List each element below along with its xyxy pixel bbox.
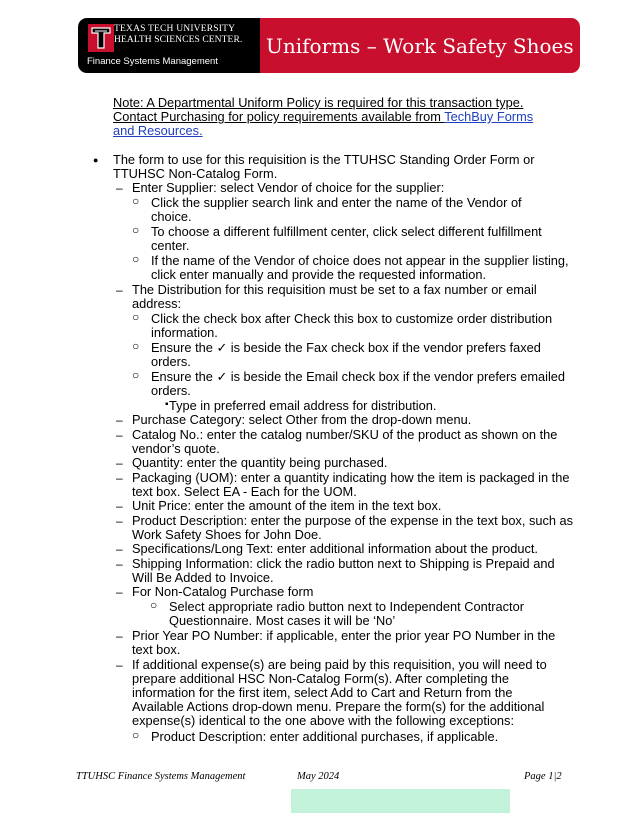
list-item: Questionnaire. Most cases it will be ‘No’	[169, 613, 396, 628]
list-item: Available Actions drop-down menu. Prepare the form(s) for the additional	[132, 699, 545, 714]
list-item: Product Description: enter the purpose of the expense in the text box, such as	[132, 513, 574, 528]
list-item: Specifications/Long Text: enter additional information about the product.	[132, 541, 538, 556]
list-item: Packaging (UOM): enter a quantity indicating how the item is packaged in the	[132, 470, 570, 485]
circle-bullet: ○	[150, 598, 158, 612]
dash-bullet: –	[116, 514, 123, 528]
dash-bullet: –	[116, 585, 123, 599]
list-item: Purchase Category: select Other from the drop-down menu.	[132, 412, 472, 427]
list-item: If additional expense(s) are being paid by this requisition, you will need to	[132, 657, 547, 672]
dash-bullet: –	[116, 499, 123, 513]
header-banner	[78, 18, 580, 73]
dash-bullet: –	[116, 456, 123, 470]
list-item: Click the supplier search link and enter the name of the Vendor of	[151, 195, 522, 210]
header-logo-block	[78, 18, 260, 73]
circle-bullet: ○	[132, 194, 140, 208]
list-item: Shipping Information: click the radio button next to Shipping is Prepaid and	[132, 556, 555, 571]
dash-bullet: –	[116, 181, 123, 195]
list-item: text box.	[132, 642, 181, 657]
list-item: choice.	[151, 209, 192, 224]
university-name-line1: TEXAS TECH UNIVERSITY	[114, 24, 236, 34]
list-item: Prior Year PO Number: if applicable, enter the prior year PO Number in the	[132, 628, 556, 643]
footer-date: May 2024	[297, 771, 340, 782]
list-item: information.	[151, 325, 218, 340]
note-line-3	[113, 123, 203, 138]
list-item: Select appropriate radio button next to Independent Contractor	[169, 599, 524, 614]
list-item: click enter manually and provide the requested information.	[151, 267, 487, 282]
list-item: The form to use for this requisition is the TTUHSC Standing Order Form or	[113, 152, 535, 167]
page-title: Uniforms – Work Safety Shoes	[266, 33, 574, 58]
dash-bullet: –	[116, 283, 123, 297]
list-item: Product Description: enter additional purchases, if applicable.	[151, 729, 499, 744]
dash-bullet: –	[116, 471, 123, 485]
department-name: Finance Systems Management	[87, 56, 218, 67]
techbuy-forms-link[interactable]: TechBuy Forms	[444, 109, 534, 124]
note-text: : A Departmental Uniform Policy is required for this transaction type.	[140, 95, 524, 110]
footer-department: TTUHSC Finance Systems Management	[76, 771, 246, 782]
list-item: TTUHSC Non-Catalog Form.	[113, 166, 278, 181]
circle-bullet: ○	[132, 310, 140, 324]
list-item: address:	[132, 296, 182, 311]
list-item: Work Safety Shoes for John Doe.	[132, 527, 322, 542]
dash-bullet: –	[116, 658, 123, 672]
circle-bullet: ○	[132, 223, 140, 237]
circle-bullet: ○	[132, 339, 140, 353]
list-item: Click the check box after Check this box to customize order distribution	[151, 311, 553, 326]
list-item: Unit Price: enter the amount of the item in the text box.	[132, 498, 442, 513]
circle-bullet: ○	[132, 252, 140, 266]
list-item: Enter Supplier: select Vendor of choice for the supplier:	[132, 180, 445, 195]
list-item: Will Be Added to Invoice.	[132, 570, 274, 585]
note-line-1	[113, 95, 523, 110]
list-item: For Non-Catalog Purchase form	[132, 584, 314, 599]
highlight-box	[291, 789, 510, 813]
circle-bullet: ○	[132, 368, 140, 382]
note-label: Note	[113, 95, 141, 110]
note-line-2	[113, 109, 533, 124]
list-item: Ensure the ✓ is beside the Email check box if the vendor prefers emailed	[151, 369, 566, 384]
footer-page-number: Page 1|2	[524, 771, 562, 782]
list-item: To choose a different fulfillment center, click select different fulfillment	[151, 224, 542, 239]
techbuy-forms-link-continued[interactable]: and Resources.	[113, 123, 203, 138]
double-t-logo-icon	[88, 24, 114, 52]
list-item: If the name of the Vendor of choice does not appear in the supplier listing,	[151, 253, 569, 268]
dash-bullet: –	[116, 542, 123, 556]
list-item: The Distribution for this requisition must be set to a fax number or email	[132, 282, 537, 297]
dash-bullet: –	[116, 629, 123, 643]
list-item: orders.	[151, 354, 191, 369]
header-title-block	[260, 18, 580, 73]
disc-bullet: ●	[93, 155, 99, 165]
list-item: prepare additional HSC Non-Catalog Form(s). After completing the	[132, 671, 509, 686]
university-name-line2: HEALTH SCIENCES CENTER.	[114, 35, 243, 45]
list-item: Type in preferred email address for distribution.	[169, 398, 437, 413]
list-item: information for the first item, select Add to Cart and Return from the	[132, 685, 513, 700]
square-bullet: ▪	[165, 399, 169, 410]
list-item: vendor’s quote.	[132, 441, 220, 456]
circle-bullet: ○	[132, 728, 140, 742]
list-item: expense(s) identical to the one above with the following exceptions:	[132, 713, 515, 728]
dash-bullet: –	[116, 413, 123, 427]
list-item: orders.	[151, 383, 191, 398]
list-item: Ensure the ✓ is beside the Fax check box if the vendor prefers faxed	[151, 340, 541, 355]
list-item: Quantity: enter the quantity being purchased.	[132, 455, 388, 470]
list-item: Catalog No.: enter the catalog number/SKU of the product as shown on the	[132, 427, 558, 442]
note-text-2: Contact Purchasing for policy requirements available from	[113, 109, 445, 124]
dash-bullet: –	[116, 557, 123, 571]
dash-bullet: –	[116, 428, 123, 442]
list-item: center.	[151, 238, 190, 253]
list-item: text box. Select EA - Each for the UOM.	[132, 484, 357, 499]
